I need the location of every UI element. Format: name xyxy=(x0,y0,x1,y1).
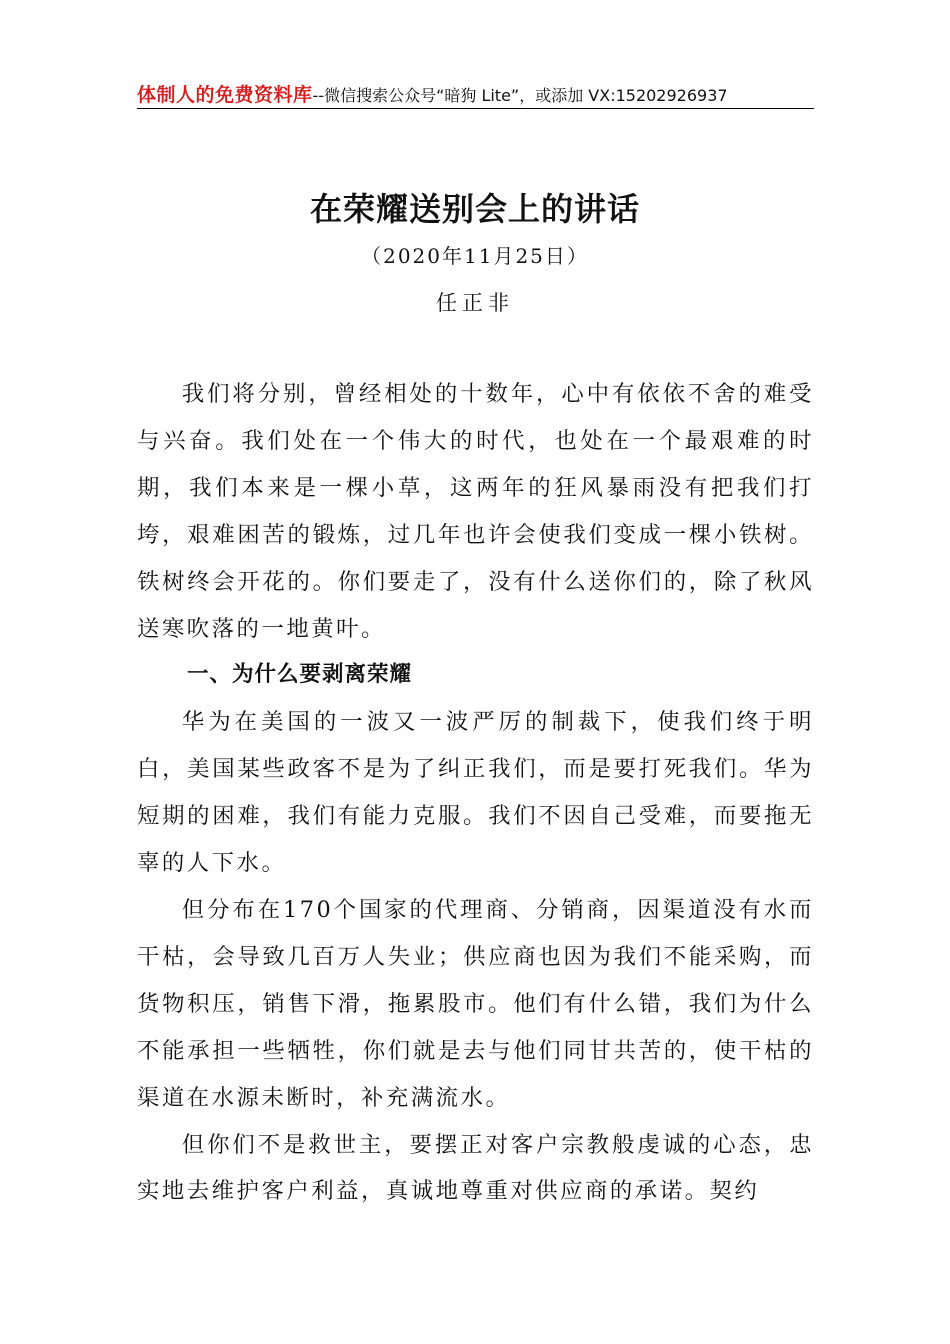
header-note: --微信搜索公众号“暗狗 Lite”，或添加 VX:15202926937 xyxy=(312,86,728,105)
document-title: 在荣耀送别会上的讲话 xyxy=(309,190,640,228)
body-paragraph: 华为在美国的一波又一波严厉的制裁下，使我们终于明白，美国某些政客不是为了纠正我们，而是要打死我们。华为短期的困难，我们有能力克服。我们不因自己受难，而要拖无辜的人下水。 xyxy=(137,709,814,877)
body-paragraph: 但你们不是救世主，要摆正对客户宗教般虔诚的心态，忠实地去维护客户利益，真诚地尊重对供应商的承诺。契约 xyxy=(137,1131,814,1205)
document-author: 任正非 xyxy=(436,291,514,315)
body-paragraph: 但分布在170个国家的代理商、分销商，因渠道没有水而干枯，会导致几百万人失业；供应商也因为我们不能采购，而货物积压，销售下滑，拖累股市。他们有什么错，我们为什么不能承担一些牺牲，你们就是去与他们同甘共苦的，使干枯的渠道在水源未断时，补充满流水。 xyxy=(137,896,814,1111)
intro-paragraph: 我们将分别，曾经相处的十数年，心中有依依不舍的难受与兴奋。我们处在一个伟大的时代，也处在一个最艰难的时期，我们本来是一棵小草，这两年的狂风暴雨没有把我们打垮，艰难困苦的锻炼，过几年也许会使我们变成一棵小铁树。铁树终会开花的。你们要走了，没有什么送你们的，除了秋风送寒吹落的一地黄叶。 xyxy=(137,381,814,642)
document-body xyxy=(137,371,814,1215)
header-brand: 体制人的免费资料库 xyxy=(137,84,313,106)
document-date: （2020年11月25日） xyxy=(361,244,589,268)
page-header xyxy=(137,80,814,109)
section-heading: 一、为什么要剥离荣耀 xyxy=(187,662,413,688)
